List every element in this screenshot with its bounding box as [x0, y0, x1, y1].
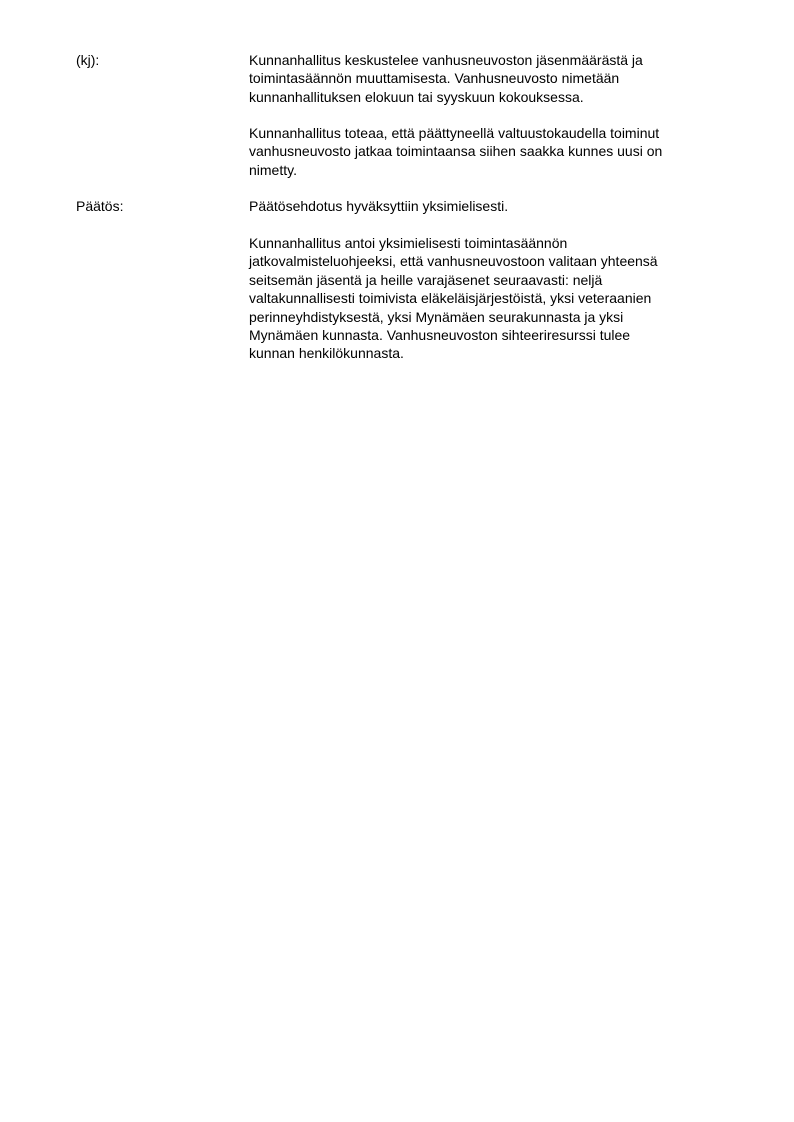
text-line: seitsemän jäsentä ja heille varajäsenet seuraavasti: neljä [249, 271, 603, 288]
text-line: valtakunnallisesti toimivista eläkeläisjärjestöistä, yksi veteraanien [249, 290, 652, 307]
text-line: jatkovalmisteluohjeeksi, että vanhusneuvostoon valitaan yhteensä [249, 253, 658, 270]
text-line: Päätösehdotus hyväksyttiin yksimielisesti. [249, 198, 509, 214]
section-label-decision: Päätös: [76, 198, 124, 214]
text-line: Kunnanhallitus keskustelee vanhusneuvoston jäsenmäärästä ja [249, 52, 643, 68]
text-line: vanhusneuvosto jatkaa toimintaansa siihen saakka kunnes uusi on [249, 143, 663, 160]
text-line: Kunnanhallitus antoi yksimielisesti toimintasäännön [249, 235, 568, 251]
section-label-kj: (kj): [76, 52, 100, 68]
text-line: kunnanhallituksen elokuun tai syyskuun kokouksessa. [249, 88, 584, 105]
text-line: nimetty. [249, 161, 297, 178]
text-line: Kunnanhallitus toteaa, että päättyneellä valtuustokaudella toiminut [249, 125, 660, 141]
paragraph-statement [249, 124, 729, 179]
text-line: kunnan henkilökunnasta. [249, 345, 404, 362]
text-line: Mynämäen kunnasta. Vanhusneuvoston sihteeriresurssi tulee [249, 326, 631, 343]
paragraph-instructions [249, 234, 729, 363]
text-line: toimintasäännön muuttamisesta. Vanhusneuvosto nimetään [249, 70, 620, 87]
text-line: perinneyhdistyksestä, yksi Mynämäen seurakunnasta ja yksi [249, 308, 624, 325]
paragraph-decision [249, 197, 729, 215]
paragraph-discussion [249, 51, 729, 106]
